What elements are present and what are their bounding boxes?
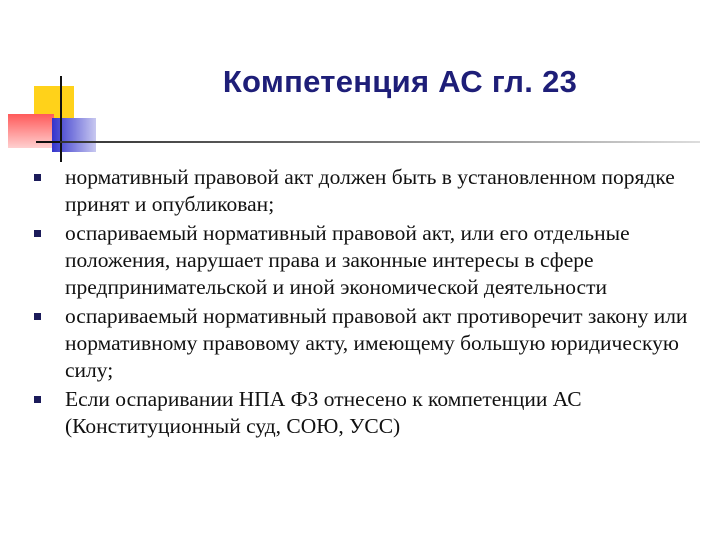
square-bullet-icon [34,230,41,237]
square-bullet-icon [34,396,41,403]
bullet-item [34,164,706,218]
slide-title: Компетенция АС гл. 23 [222,64,578,99]
bullet-text: оспариваемый нормативный правовой акт противоречит закону или нормативному правовому акту, имеющему большую юридическую силу; [65,304,688,382]
blue-square-decoration [52,118,96,152]
bullet-item [34,386,706,440]
bullet-text: Если оспаривании НПА ФЗ отнесено к компетенции АС (Конституционный суд, СОЮ, УСС) [65,387,582,438]
bullet-item [34,220,706,301]
square-bullet-icon [34,174,41,181]
bullet-item [34,303,706,384]
bullet-list [34,164,706,442]
title-underline [60,141,700,143]
square-bullet-icon [34,313,41,320]
vertical-line-decoration [60,76,62,162]
corner-decoration [0,0,110,170]
bullet-text: оспариваемый нормативный правовой акт, или его отдельные положения, нарушает права и законные интересы в сфере предпринимательской и иной экономической деятельности [65,221,630,299]
bullet-text: нормативный правовой акт должен быть в установленном порядке принят и опубликован; [65,165,675,216]
